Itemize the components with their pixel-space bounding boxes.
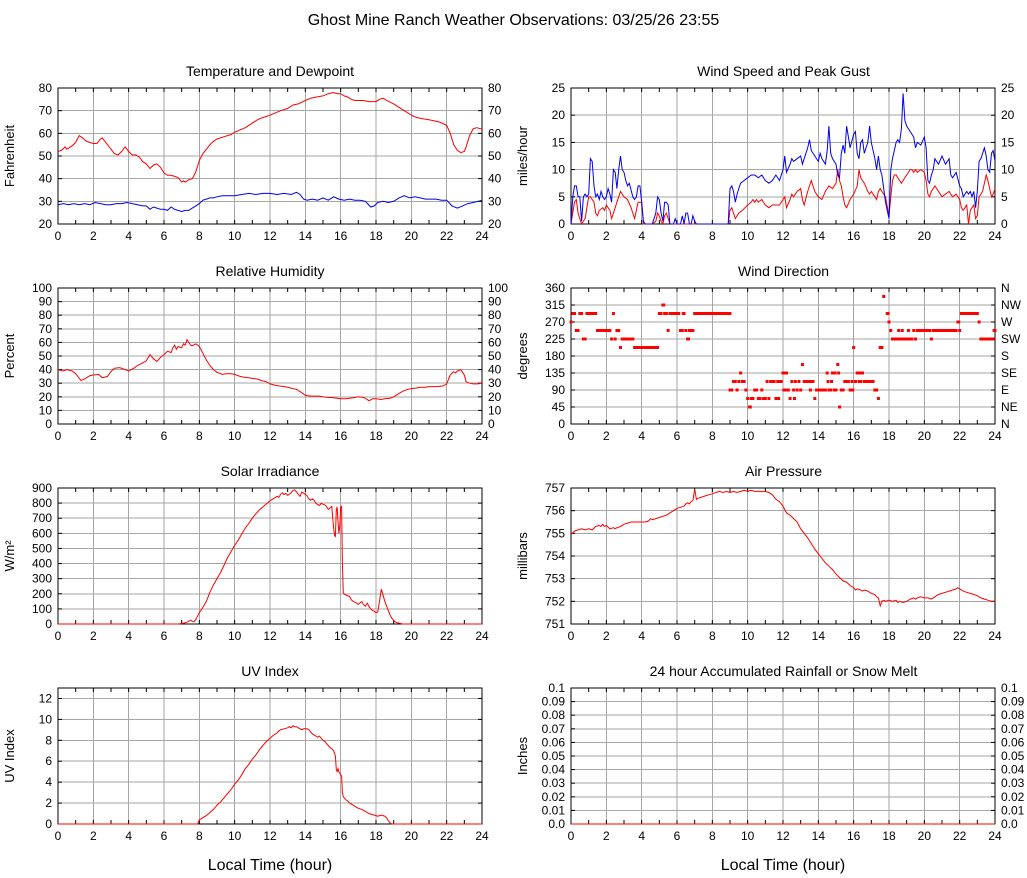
svg-text:80: 80 xyxy=(38,82,52,95)
chart-title: Air Pressure xyxy=(744,463,823,479)
svg-text:6: 6 xyxy=(160,629,168,643)
svg-text:8: 8 xyxy=(708,629,716,643)
svg-text:752: 752 xyxy=(544,594,565,609)
svg-text:300: 300 xyxy=(31,571,52,586)
svg-text:18: 18 xyxy=(882,629,896,643)
svg-text:16: 16 xyxy=(846,629,861,643)
svg-text:0: 0 xyxy=(45,817,52,831)
svg-text:24: 24 xyxy=(988,229,1002,243)
chart-title: Solar Irradiance xyxy=(220,463,320,479)
svg-text:8: 8 xyxy=(195,629,203,643)
svg-text:50: 50 xyxy=(488,149,502,163)
svg-text:10: 10 xyxy=(740,229,755,243)
svg-text:20: 20 xyxy=(404,629,419,643)
svg-text:8: 8 xyxy=(195,429,203,443)
svg-text:12: 12 xyxy=(263,829,277,843)
svg-text:16: 16 xyxy=(333,829,348,843)
svg-text:0: 0 xyxy=(45,617,52,631)
svg-text:5: 5 xyxy=(1001,189,1008,204)
svg-text:24: 24 xyxy=(475,229,489,243)
chart-wind-speed-gust xyxy=(513,52,1027,252)
svg-text:0: 0 xyxy=(488,417,495,431)
svg-text:12: 12 xyxy=(776,829,790,843)
chart-title: Wind Direction xyxy=(737,263,830,279)
svg-text:90: 90 xyxy=(488,294,502,309)
svg-text:50: 50 xyxy=(488,349,502,363)
svg-text:2: 2 xyxy=(45,796,52,811)
svg-text:600: 600 xyxy=(31,526,52,541)
svg-text:20: 20 xyxy=(488,217,502,231)
svg-text:0: 0 xyxy=(567,829,575,843)
svg-text:45: 45 xyxy=(551,400,565,414)
svg-text:18: 18 xyxy=(882,829,896,843)
svg-text:0.03: 0.03 xyxy=(541,776,565,791)
svg-text:0.1: 0.1 xyxy=(548,682,565,695)
svg-text:14: 14 xyxy=(298,229,313,243)
svg-text:18: 18 xyxy=(882,429,896,443)
svg-text:10: 10 xyxy=(740,429,755,443)
svg-text:16: 16 xyxy=(846,429,861,443)
svg-text:UV Index: UV Index xyxy=(2,729,17,783)
svg-text:20: 20 xyxy=(38,217,52,231)
svg-text:80: 80 xyxy=(488,82,502,95)
svg-text:W: W xyxy=(1001,315,1013,329)
svg-text:0: 0 xyxy=(54,829,62,843)
svg-text:756: 756 xyxy=(544,503,565,518)
svg-text:0.0: 0.0 xyxy=(548,817,565,831)
svg-text:60: 60 xyxy=(38,335,52,350)
svg-text:22: 22 xyxy=(439,629,454,643)
svg-text:900: 900 xyxy=(31,482,52,495)
svg-text:225: 225 xyxy=(544,332,565,346)
svg-text:NW: NW xyxy=(1001,298,1021,312)
svg-text:Local Time (hour): Local Time (hour) xyxy=(720,857,846,874)
svg-text:180: 180 xyxy=(544,349,565,363)
svg-text:30: 30 xyxy=(38,376,52,391)
charts-grid xyxy=(0,52,1027,878)
svg-text:0.06: 0.06 xyxy=(1001,735,1025,750)
svg-text:60: 60 xyxy=(488,126,502,141)
svg-text:10: 10 xyxy=(551,162,565,177)
svg-text:14: 14 xyxy=(298,829,313,843)
svg-text:4: 4 xyxy=(45,775,52,790)
svg-text:24: 24 xyxy=(475,629,489,643)
chart-title: 24 hour Accumulated Rainfall or Snow Melt xyxy=(649,663,918,679)
svg-text:Inches: Inches xyxy=(515,736,530,776)
svg-text:757: 757 xyxy=(544,482,565,495)
svg-text:22: 22 xyxy=(952,829,967,843)
svg-text:22: 22 xyxy=(439,229,454,243)
svg-text:miles/hour: miles/hour xyxy=(515,126,530,186)
svg-text:16: 16 xyxy=(333,229,348,243)
svg-text:14: 14 xyxy=(811,429,826,443)
svg-text:Percent: Percent xyxy=(2,333,17,379)
svg-text:0: 0 xyxy=(567,629,575,643)
svg-text:16: 16 xyxy=(846,829,861,843)
svg-text:15: 15 xyxy=(551,135,565,150)
svg-text:14: 14 xyxy=(811,829,826,843)
chart-rainfall xyxy=(513,652,1027,878)
svg-text:755: 755 xyxy=(544,526,565,541)
svg-text:6: 6 xyxy=(673,429,681,443)
chart-title: Temperature and Dewpoint xyxy=(185,63,355,79)
svg-text:E: E xyxy=(1001,383,1010,397)
chart-solar-irradiance xyxy=(0,452,513,652)
svg-text:0: 0 xyxy=(54,429,62,443)
svg-text:20: 20 xyxy=(1001,108,1015,123)
svg-text:60: 60 xyxy=(38,126,52,141)
svg-text:16: 16 xyxy=(333,429,348,443)
svg-text:6: 6 xyxy=(673,229,681,243)
svg-text:0.09: 0.09 xyxy=(1001,694,1025,709)
svg-text:753: 753 xyxy=(544,571,565,586)
svg-text:0.05: 0.05 xyxy=(1001,749,1025,763)
svg-text:0: 0 xyxy=(567,429,575,443)
svg-text:0.02: 0.02 xyxy=(1001,789,1025,804)
svg-text:20: 20 xyxy=(404,829,419,843)
svg-text:24: 24 xyxy=(988,829,1002,843)
uv-index-plot xyxy=(0,682,513,878)
svg-text:16: 16 xyxy=(846,229,861,243)
svg-text:80: 80 xyxy=(488,308,502,323)
svg-text:4: 4 xyxy=(638,429,646,443)
svg-text:754: 754 xyxy=(544,549,565,563)
svg-text:40: 40 xyxy=(38,362,52,377)
svg-text:18: 18 xyxy=(369,429,383,443)
svg-text:16: 16 xyxy=(333,629,348,643)
svg-text:22: 22 xyxy=(952,629,967,643)
svg-text:6: 6 xyxy=(673,629,681,643)
svg-text:18: 18 xyxy=(882,229,896,243)
svg-text:20: 20 xyxy=(917,629,932,643)
svg-text:12: 12 xyxy=(263,229,277,243)
svg-text:N: N xyxy=(1001,282,1010,295)
svg-text:18: 18 xyxy=(369,829,383,843)
svg-text:0: 0 xyxy=(45,417,52,431)
svg-text:5: 5 xyxy=(558,189,565,204)
svg-text:400: 400 xyxy=(31,556,52,571)
svg-text:0.08: 0.08 xyxy=(1001,708,1025,723)
svg-text:25: 25 xyxy=(1001,82,1015,95)
svg-text:22: 22 xyxy=(439,829,454,843)
svg-text:0.02: 0.02 xyxy=(541,789,565,804)
svg-text:2: 2 xyxy=(89,829,97,843)
svg-text:100: 100 xyxy=(31,282,52,295)
svg-text:10: 10 xyxy=(740,629,755,643)
svg-text:4: 4 xyxy=(638,229,646,243)
svg-text:10: 10 xyxy=(488,403,502,418)
svg-text:0: 0 xyxy=(54,629,62,643)
svg-text:8: 8 xyxy=(45,733,52,748)
svg-text:0.01: 0.01 xyxy=(541,803,565,818)
svg-text:10: 10 xyxy=(227,229,242,243)
svg-text:0: 0 xyxy=(54,229,62,243)
svg-text:10: 10 xyxy=(227,429,242,443)
svg-text:100: 100 xyxy=(488,282,509,295)
svg-text:0.1: 0.1 xyxy=(1001,682,1018,695)
svg-text:6: 6 xyxy=(160,829,168,843)
chart-title: Relative Humidity xyxy=(215,263,325,279)
svg-text:135: 135 xyxy=(544,366,565,380)
air-pressure-plot xyxy=(513,482,1026,652)
svg-text:20: 20 xyxy=(38,389,52,404)
svg-text:14: 14 xyxy=(811,629,826,643)
svg-text:0.04: 0.04 xyxy=(1001,762,1025,777)
svg-text:4: 4 xyxy=(125,629,133,643)
svg-text:0.08: 0.08 xyxy=(541,708,565,723)
svg-text:12: 12 xyxy=(776,229,790,243)
svg-text:50: 50 xyxy=(38,149,52,163)
svg-text:0.01: 0.01 xyxy=(1001,803,1025,818)
svg-text:20: 20 xyxy=(917,429,932,443)
svg-text:6: 6 xyxy=(160,229,168,243)
svg-text:24: 24 xyxy=(475,429,489,443)
svg-text:W/m²: W/m² xyxy=(2,540,17,572)
svg-text:4: 4 xyxy=(125,429,133,443)
svg-text:0: 0 xyxy=(558,417,565,431)
svg-text:4: 4 xyxy=(125,829,133,843)
svg-text:10: 10 xyxy=(38,403,52,418)
svg-text:20: 20 xyxy=(488,389,502,404)
svg-text:12: 12 xyxy=(776,629,790,643)
svg-text:0.04: 0.04 xyxy=(541,762,565,777)
svg-text:2: 2 xyxy=(602,229,610,243)
svg-text:6: 6 xyxy=(160,429,168,443)
svg-text:500: 500 xyxy=(31,541,52,556)
svg-text:70: 70 xyxy=(488,103,502,118)
svg-text:40: 40 xyxy=(38,171,52,186)
svg-text:10: 10 xyxy=(1001,162,1015,177)
svg-text:100: 100 xyxy=(31,601,52,616)
svg-text:0: 0 xyxy=(567,229,575,243)
svg-text:8: 8 xyxy=(708,429,716,443)
svg-text:N: N xyxy=(1001,417,1010,431)
svg-text:24: 24 xyxy=(475,829,489,843)
svg-text:4: 4 xyxy=(125,229,133,243)
svg-text:80: 80 xyxy=(38,308,52,323)
svg-text:0: 0 xyxy=(1001,217,1008,231)
svg-text:315: 315 xyxy=(544,298,565,312)
svg-text:Fahrenheit: Fahrenheit xyxy=(2,124,17,188)
svg-text:22: 22 xyxy=(952,429,967,443)
rainfall-plot xyxy=(513,682,1026,878)
chart-uv-index xyxy=(0,652,513,878)
svg-text:NE: NE xyxy=(1001,400,1018,414)
svg-text:12: 12 xyxy=(776,429,790,443)
svg-text:2: 2 xyxy=(89,629,97,643)
svg-text:degrees: degrees xyxy=(515,332,530,380)
svg-text:0.05: 0.05 xyxy=(541,749,565,763)
svg-text:2: 2 xyxy=(89,429,97,443)
svg-text:60: 60 xyxy=(488,335,502,350)
chart-relative-humidity xyxy=(0,252,513,452)
svg-text:2: 2 xyxy=(89,229,97,243)
svg-text:40: 40 xyxy=(488,171,502,186)
svg-text:360: 360 xyxy=(544,282,565,295)
svg-text:24: 24 xyxy=(988,429,1002,443)
chart-temperature-dewpoint xyxy=(0,52,513,252)
svg-text:14: 14 xyxy=(298,429,313,443)
svg-text:25: 25 xyxy=(551,82,565,95)
chart-title: UV Index xyxy=(241,663,299,679)
svg-text:70: 70 xyxy=(38,103,52,118)
svg-text:4: 4 xyxy=(638,629,646,643)
svg-text:14: 14 xyxy=(298,629,313,643)
svg-text:6: 6 xyxy=(673,829,681,843)
svg-text:2: 2 xyxy=(602,829,610,843)
svg-text:700: 700 xyxy=(31,511,52,526)
svg-text:270: 270 xyxy=(544,315,565,329)
svg-text:24: 24 xyxy=(988,629,1002,643)
page-title: Ghost Mine Ranch Weather Observations: 03/25/26 23:55 xyxy=(307,12,720,29)
svg-text:800: 800 xyxy=(31,496,52,511)
svg-text:8: 8 xyxy=(195,229,203,243)
svg-text:751: 751 xyxy=(544,617,565,631)
svg-text:Local Time (hour): Local Time (hour) xyxy=(207,857,333,874)
svg-text:10: 10 xyxy=(227,829,242,843)
svg-text:70: 70 xyxy=(488,321,502,336)
svg-text:0.07: 0.07 xyxy=(1001,721,1025,736)
svg-text:10: 10 xyxy=(227,629,242,643)
svg-text:90: 90 xyxy=(551,383,565,397)
svg-text:10: 10 xyxy=(38,712,52,727)
svg-text:12: 12 xyxy=(263,429,277,443)
wind-direction-plot xyxy=(513,282,1026,452)
svg-text:8: 8 xyxy=(708,829,716,843)
svg-text:18: 18 xyxy=(369,629,383,643)
svg-text:20: 20 xyxy=(917,829,932,843)
svg-text:18: 18 xyxy=(369,229,383,243)
svg-text:30: 30 xyxy=(488,194,502,209)
svg-text:millibars: millibars xyxy=(515,532,530,580)
svg-text:0: 0 xyxy=(558,217,565,231)
svg-text:40: 40 xyxy=(488,362,502,377)
svg-text:20: 20 xyxy=(404,429,419,443)
svg-text:8: 8 xyxy=(708,229,716,243)
svg-text:2: 2 xyxy=(602,429,610,443)
svg-text:30: 30 xyxy=(38,194,52,209)
svg-text:0.0: 0.0 xyxy=(1001,817,1018,831)
svg-text:0.07: 0.07 xyxy=(541,721,565,736)
svg-text:50: 50 xyxy=(38,349,52,363)
svg-text:6: 6 xyxy=(45,754,52,769)
svg-text:22: 22 xyxy=(952,229,967,243)
chart-title: Wind Speed and Peak Gust xyxy=(697,63,870,79)
svg-text:2: 2 xyxy=(602,629,610,643)
chart-air-pressure xyxy=(513,452,1027,652)
chart-wind-direction xyxy=(513,252,1027,452)
svg-text:12: 12 xyxy=(263,629,277,643)
svg-text:15: 15 xyxy=(1001,135,1015,150)
svg-text:SW: SW xyxy=(1001,332,1021,346)
svg-text:20: 20 xyxy=(551,108,565,123)
relative-humidity-plot xyxy=(0,282,513,452)
svg-text:20: 20 xyxy=(404,229,419,243)
svg-text:200: 200 xyxy=(31,586,52,601)
svg-text:14: 14 xyxy=(811,229,826,243)
svg-text:0.03: 0.03 xyxy=(1001,776,1025,791)
svg-text:12: 12 xyxy=(38,691,52,706)
svg-text:0.06: 0.06 xyxy=(541,735,565,750)
svg-text:0.09: 0.09 xyxy=(541,694,565,709)
svg-text:10: 10 xyxy=(740,829,755,843)
temperature-dewpoint-plot xyxy=(0,82,513,252)
svg-text:70: 70 xyxy=(38,321,52,336)
svg-text:S: S xyxy=(1001,349,1010,363)
svg-text:4: 4 xyxy=(638,829,646,843)
solar-irradiance-plot xyxy=(0,482,513,652)
svg-text:20: 20 xyxy=(917,229,932,243)
wind-speed-gust-plot xyxy=(513,82,1026,252)
svg-text:8: 8 xyxy=(195,829,203,843)
svg-text:30: 30 xyxy=(488,376,502,391)
svg-text:90: 90 xyxy=(38,294,52,309)
svg-text:SE: SE xyxy=(1001,366,1018,380)
svg-text:22: 22 xyxy=(439,429,454,443)
